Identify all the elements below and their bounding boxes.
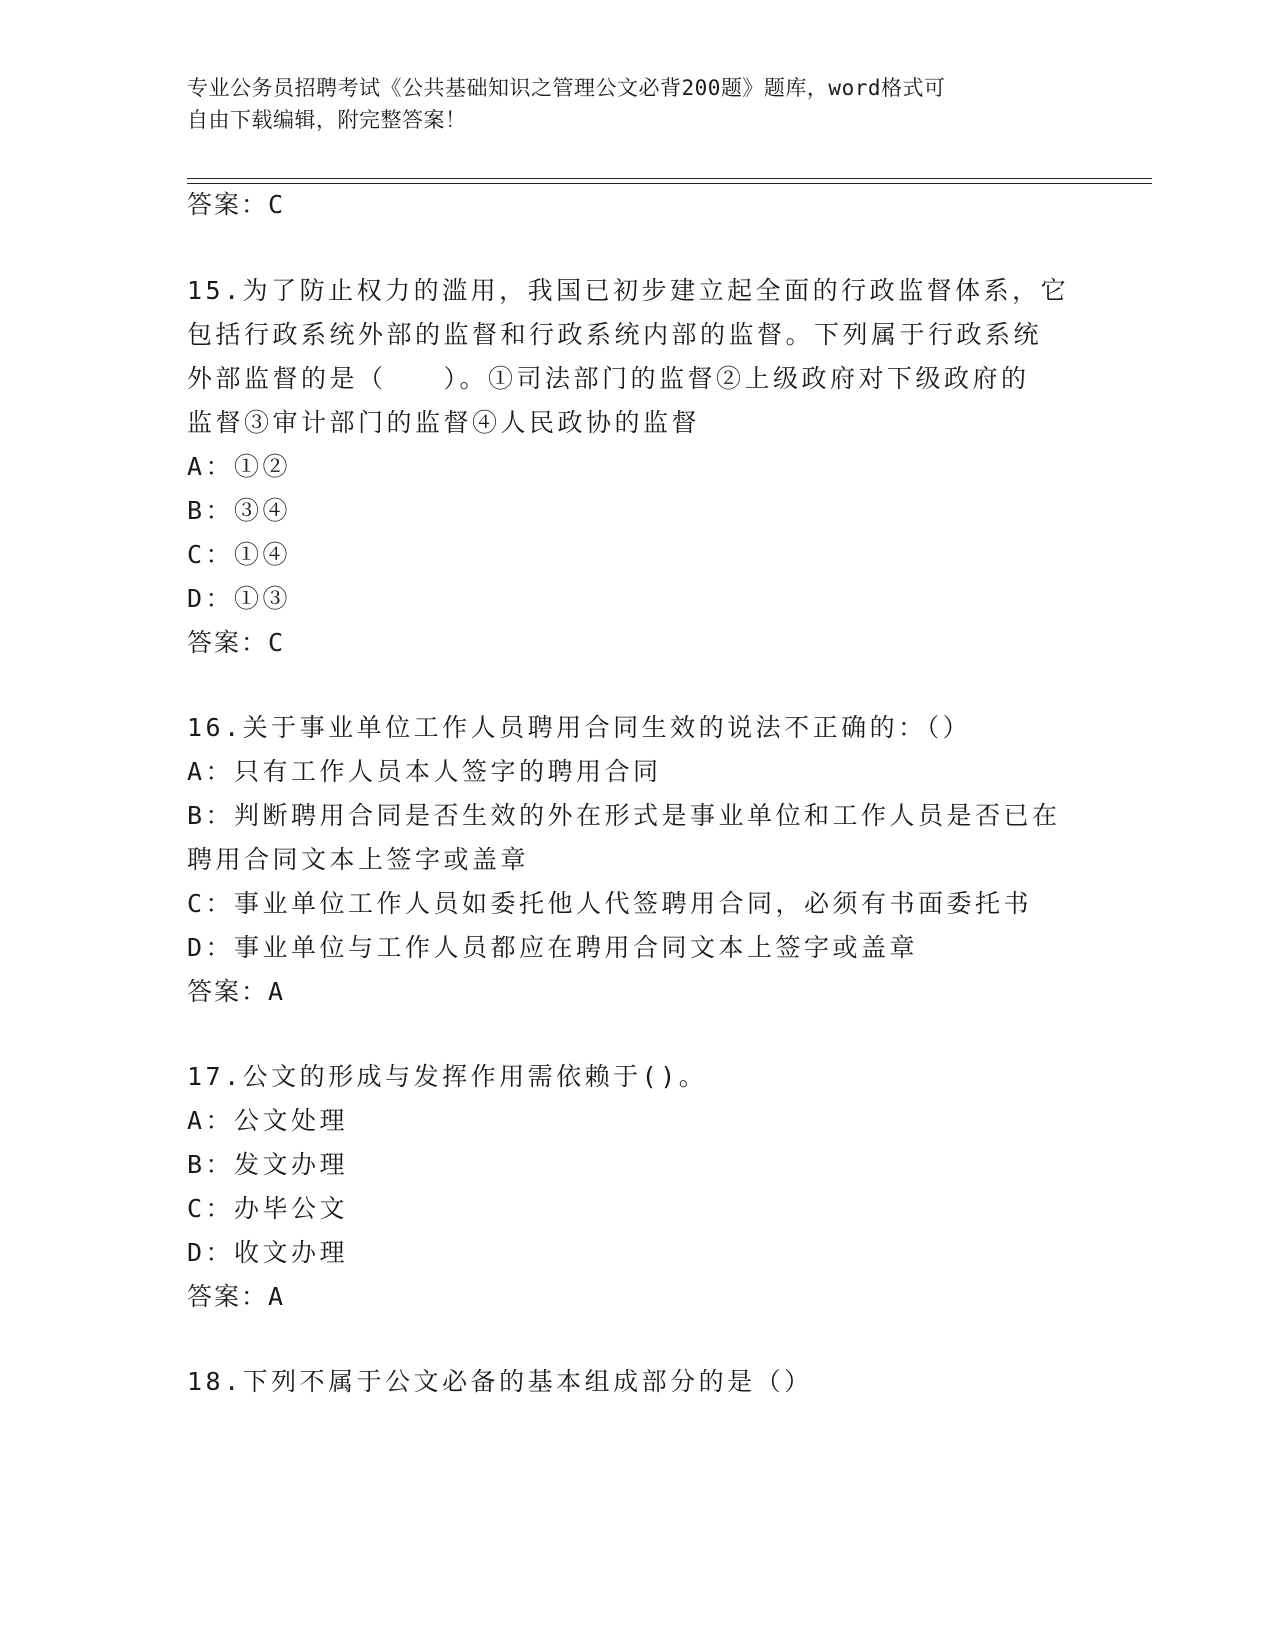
q17-option-d: D：收文办理 [187,1238,349,1267]
q16-option-b: B：判断聘用合同是否生效的外在形式是事业单位和工作人员是否已在 [187,801,1061,830]
header-divider-top [187,178,1152,179]
q16-answer: 答案：A [187,977,286,1006]
header-line-2: 自由下载编辑，附完整答案！ [187,108,467,132]
q15-stem-line-4: 监督③审计部门的监督④人民政协的监督 [187,408,701,437]
q15-stem-line-2: 包括行政系统外部的监督和行政系统内部的监督。下列属于行政系统 [187,320,1043,349]
q15-stem-line-3: 外部监督的是（ ）。①司法部门的监督②上级政府对下级政府的 [187,364,1030,393]
q16-option-a: A：只有工作人员本人签字的聘用合同 [187,757,662,786]
header-line-1: 专业公务员招聘考试《公共基础知识之管理公文必背200题》题库，word格式可 [187,76,946,100]
q16-option-d: D：事业单位与工作人员都应在聘用合同文本上签字或盖章 [187,933,919,962]
q17-stem: 17.公文的形成与发挥作用需依赖于()。 [187,1062,708,1091]
previous-answer: 答案：C [187,190,286,219]
q15-answer: 答案：C [187,628,286,657]
q17-answer: 答案：A [187,1282,286,1311]
q16-option-b-cont: 聘用合同文本上签字或盖章 [187,845,530,874]
q15-stem-line-1: 15.为了防止权力的滥用，我国已初步建立起全面的行政监督体系，它 [187,276,1070,305]
q15-option-a: A：①② [187,452,292,481]
q16-option-c: C：事业单位工作人员如委托他人代签聘用合同，必须有书面委托书 [187,889,1033,918]
q17-option-a: A：公文处理 [187,1106,349,1135]
q15-option-b: B：③④ [187,496,292,525]
header-divider-bottom [187,183,1152,184]
q17-option-c: C：办毕公文 [187,1194,349,1223]
q15-option-d: D：①③ [187,584,292,613]
q16-stem: 16.关于事业单位工作人员聘用合同生效的说法不正确的：（） [187,713,972,742]
q15-option-c: C：①④ [187,540,292,569]
q18-stem: 18.下列不属于公文必备的基本组成部分的是（） [187,1367,813,1396]
q17-option-b: B：发文办理 [187,1150,349,1179]
page-header [187,72,1087,136]
